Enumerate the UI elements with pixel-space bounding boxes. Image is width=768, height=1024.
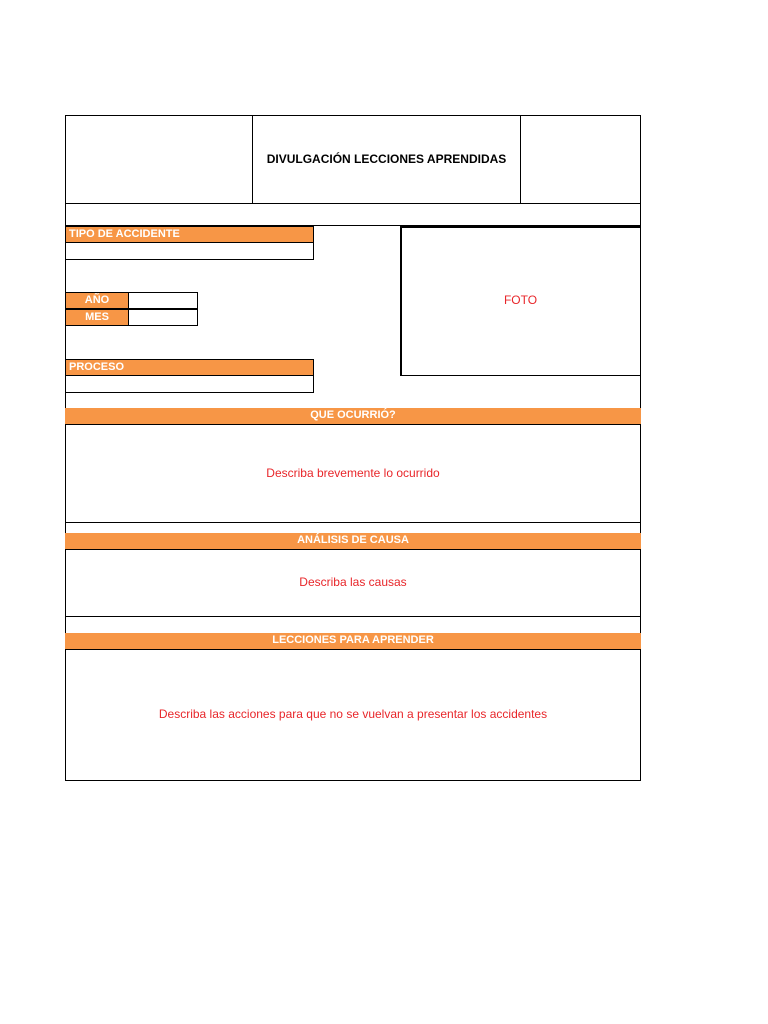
tipo-accidente-label: TIPO DE ACCIDENTE: [65, 226, 314, 243]
header-bottom-line: [65, 203, 641, 204]
anio-label: AÑO: [65, 292, 129, 309]
mes-field[interactable]: [128, 309, 198, 326]
logo-cell: [66, 116, 252, 204]
photo-placeholder: FOTO: [503, 293, 538, 307]
proceso-label: PROCESO: [65, 359, 314, 376]
que-ocurrio-placeholder: Describa brevemente lo ocurrido: [266, 466, 440, 480]
analisis-causa-bottom-line: [65, 616, 641, 617]
mes-label: MES: [65, 309, 129, 326]
tipo-accidente-field[interactable]: [65, 242, 314, 260]
code-cell: [521, 116, 640, 204]
proceso-field[interactable]: [65, 375, 314, 393]
lecciones-heading: LECCIONES PARA APRENDER: [65, 633, 641, 650]
analisis-causa-heading: ANÁLISIS DE CAUSA: [65, 533, 641, 550]
que-ocurrio-heading: QUE OCURRIÓ?: [65, 408, 641, 425]
anio-field[interactable]: [128, 292, 198, 309]
page-title: DIVULGACIÓN LECCIONES APRENDIDAS: [266, 152, 507, 166]
analisis-causa-placeholder: Describa las causas: [299, 575, 407, 589]
que-ocurrio-bottom-line: [65, 522, 641, 523]
lecciones-placeholder: Describa las acciones para que no se vuelvan a presentar los accidentes: [158, 707, 548, 721]
